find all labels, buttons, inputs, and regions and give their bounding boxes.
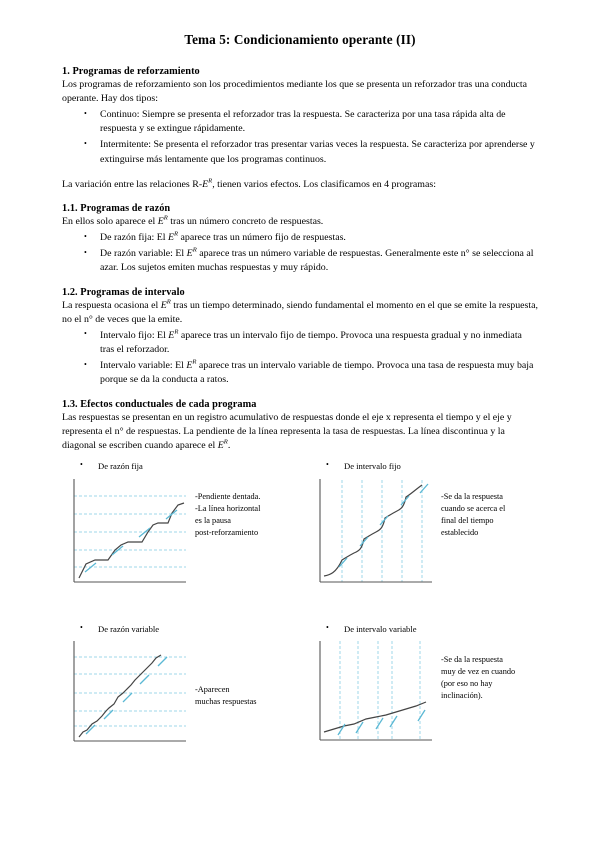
- list-item: [84, 329, 538, 358]
- reinforcer-tick-marks: [85, 510, 177, 572]
- chart-plot-razon-variable: [68, 638, 190, 750]
- note-line: -La línea horizontal: [195, 504, 261, 514]
- chart-note-intervalo-variable: [436, 638, 515, 702]
- chart-axes: [320, 641, 432, 740]
- paragraph-efectos-intro: [62, 411, 538, 453]
- chart-series-line: [324, 702, 426, 732]
- chart-svg-razon-fija: [62, 475, 190, 596]
- text-fragment: De razón variable: El: [100, 248, 187, 260]
- chart-plot-intervalo-fijo: [314, 475, 436, 591]
- heading-programas-de-reforzamiento: 1. Programas de reforzamiento: [62, 66, 200, 77]
- chart-axes: [320, 479, 432, 582]
- note-line: cuando se acerca el: [441, 504, 506, 514]
- chart-note-intervalo-fijo: [436, 475, 505, 539]
- chart-svg-razon-variable: [62, 638, 190, 755]
- chart-plot-intervalo-variable: [314, 638, 436, 750]
- text-fragment: , tienen varios efectos. Los clasificamos en 4 programas:: [212, 179, 436, 191]
- chart-row-1: [62, 461, 538, 596]
- chart-label-intervalo-variable: • De intervalo variable: [308, 624, 538, 635]
- note-line: establecido: [441, 528, 479, 538]
- symbol-er-base: E: [186, 360, 193, 372]
- note-line: -Se da la respuesta: [441, 492, 503, 502]
- text-fragment: Intervalo variable: El: [100, 360, 187, 372]
- text-fragment: .: [227, 439, 231, 451]
- chart-plot-razon-fija: [68, 475, 190, 591]
- chart-row-2: [62, 624, 538, 755]
- chart-note-razon-fija: [190, 475, 260, 539]
- text-fragment: aparece tras un número fijo de respuestas.: [178, 232, 346, 244]
- note-line: muchas respuestas: [195, 697, 257, 707]
- paragraph-intervalo-intro: [62, 299, 538, 327]
- heading-programas-de-intervalo: 1.2. Programas de intervalo: [62, 286, 185, 298]
- symbol-er-superscript: R: [192, 246, 197, 254]
- grid-horizontal-dashed: [74, 657, 186, 726]
- chart-body-razon-fija: [62, 475, 300, 596]
- text-fragment: De razón fija: El: [100, 232, 168, 244]
- chart-svg-intervalo-fijo: [308, 475, 436, 596]
- note-line: (por eso no hay: [441, 679, 493, 689]
- symbol-er-base: E: [168, 232, 175, 244]
- text-fragment: aparece tras un número variable de respuestas. Generalmente este n° se selecciona al azar. Los sujetos emiten muchas respuestas y muy rápido.: [100, 248, 534, 274]
- text-fragment: La variación entre las relaciones R-: [62, 179, 203, 191]
- heading-efectos-conductuales: 1.3. Efectos conductuales de cada programa: [62, 398, 257, 410]
- text-fragment: La respuesta ocasiona el: [62, 299, 161, 311]
- symbol-er-base: E: [202, 179, 209, 191]
- text-fragment: aparece tras un intervalo variable de tiempo. Provoca una tasa de respuesta muy baja porque se da la conducta a ratos.: [100, 360, 534, 386]
- grid-horizontal-dashed: [74, 496, 186, 567]
- chart-body-intervalo-variable: [308, 638, 538, 755]
- symbol-er-base: E: [217, 439, 224, 451]
- chart-svg-intervalo-variable: [308, 638, 436, 755]
- note-line: final del tiempo: [441, 516, 494, 526]
- symbol-er-superscript: R: [166, 298, 171, 306]
- list-item: [84, 108, 538, 137]
- symbol-er-superscript: R: [174, 230, 179, 238]
- list-item-text: Continuo: Siempre se presenta el reforzador tras la respuesta. Se caracteriza por una tasa rápida alta de respuesta y se extingue rápidamente.: [100, 109, 506, 135]
- grid-vertical-dashed: [340, 641, 420, 740]
- list-programas-intervalo: [62, 329, 538, 388]
- paragraph-programas-intro: Los programas de reforzamiento son los procedimientos mediante los que se presenta un reforzador tras una conducta operante. Hay dos tipos:: [62, 79, 528, 105]
- text-fragment: tras un número concreto de respuestas.: [167, 216, 324, 228]
- symbol-er-base: E: [157, 216, 164, 228]
- text-fragment: aparece tras un intervalo fijo de tiempo. Provoca una respuesta gradual y no inmediata tras el reforzador.: [100, 329, 522, 356]
- reinforcer-tick-marks: [338, 710, 425, 735]
- reinforcer-tick-marks: [339, 484, 428, 567]
- symbol-er-superscript: R: [192, 358, 197, 366]
- chart-label-razon-fija: • De razón fija: [62, 461, 300, 472]
- paragraph-variacion-relaciones: [62, 178, 538, 192]
- cumulative-record-charts: [62, 461, 538, 755]
- chart-body-razon-variable: [62, 638, 300, 755]
- chart-cell-razon-fija: [62, 461, 300, 596]
- chart-cell-razon-variable: [62, 624, 300, 755]
- note-line: es la pausa: [195, 516, 231, 526]
- chart-label-razon-variable: • De razón variable: [62, 624, 300, 635]
- grid-vertical-dashed: [342, 480, 422, 582]
- list-item: [84, 138, 538, 167]
- text-fragment: Intervalo fijo: El: [100, 329, 169, 341]
- text-fragment: Las respuestas se presentan en un registro acumulativo de respuestas donde el eje x representa el tiempo y el eje y representa el n° de respuestas. La pendiente de la línea representa la tasa de respuestas. La línea discontinua y la diagonal se escriben cuando aparece el: [62, 411, 512, 451]
- text-fragment: tras un tiempo determinado, siendo fundamental el momento en el que se emite la respuesta, no el n° de veces que la emite.: [62, 299, 538, 325]
- note-line: post-reforzamiento: [195, 528, 259, 538]
- list-item: [84, 359, 538, 388]
- text-fragment: En ellos solo aparece el: [62, 216, 158, 228]
- chart-cell-intervalo-variable: [300, 624, 538, 755]
- symbol-er-superscript: R: [208, 177, 213, 185]
- note-line: inclinación).: [441, 691, 483, 701]
- note-line: -Se da la respuesta: [441, 655, 503, 665]
- note-line: -Aparecen: [195, 685, 230, 695]
- note-line: muy de vez en cuando: [441, 667, 516, 677]
- chart-series-line: [79, 655, 161, 737]
- list-tipos-programas: [62, 108, 538, 167]
- note-line: -Pendiente dentada.: [195, 492, 261, 502]
- list-item: [84, 247, 538, 276]
- symbol-er-superscript: R: [223, 438, 228, 446]
- heading-programas-de-razon: 1.1. Programas de razón: [62, 203, 171, 215]
- chart-body-intervalo-fijo: [308, 475, 538, 596]
- list-programas-razon: [62, 231, 538, 276]
- reinforcer-tick-marks: [86, 657, 167, 734]
- paragraph-razon-intro: [62, 215, 538, 229]
- symbol-er-base: E: [160, 299, 167, 311]
- chart-note-razon-variable: [190, 638, 257, 708]
- chart-cell-intervalo-fijo: [300, 461, 538, 596]
- symbol-er-superscript: R: [174, 328, 179, 336]
- symbol-er-superscript: R: [163, 214, 168, 222]
- symbol-er-base: E: [186, 248, 193, 260]
- chart-label-intervalo-fijo: • De intervalo fijo: [308, 461, 538, 472]
- page-title: Tema 5: Condicionamiento operante (II): [184, 32, 416, 47]
- list-item-text: Intermitente: Se presenta el reforzador tras presentar varias veces la respuesta. Se caracteriza por aprenderse y extinguirse más lentamente que los programas continuos.: [100, 139, 535, 165]
- symbol-er-base: E: [168, 329, 175, 341]
- list-item: [84, 231, 538, 245]
